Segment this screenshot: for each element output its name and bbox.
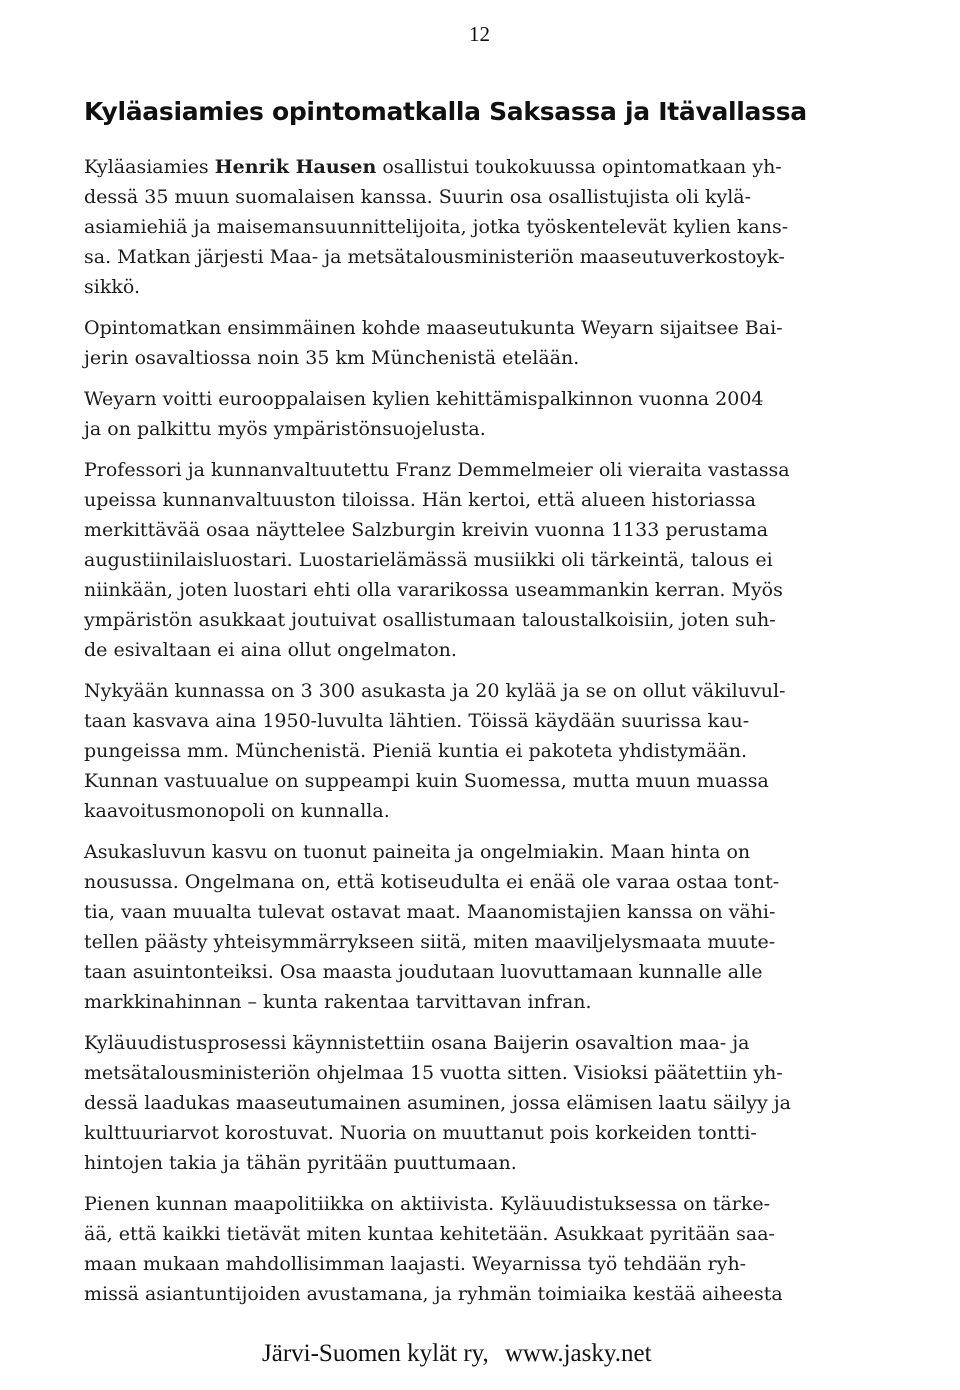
text-line: pungeissa mm. Münchenistä. Pieniä kuntia ei pakoteta yhdistymään.	[84, 740, 748, 762]
paragraph-land-prices	[84, 837, 880, 1017]
text-line: nousussa. Ongelmana on, että kotiseudulta ei enää ole varaa ostaa tont-	[84, 871, 780, 893]
text-line: tia, vaan muualta tulevat ostavat maat. Maanomistajien kanssa on vähi-	[84, 901, 776, 923]
text-line: de esivaltaan ei aina ollut ongelmaton.	[84, 639, 457, 661]
paragraph-renewal-process	[84, 1028, 880, 1178]
line-start: Kyläasiamies	[84, 156, 215, 178]
text-line: Opintomatkan ensimmäinen kohde maaseutukunta Weyarn sijaitsee Bai-	[84, 317, 783, 339]
person-name: Henrik Hausen	[214, 156, 377, 178]
text-line: Kunnan vastuualue on suppeampi kuin Suomessa, mutta muun muassa	[84, 770, 769, 792]
text-line: taan kasvava aina 1950-luvulta lähtien. Töissä käydään suurissa kau-	[84, 710, 750, 732]
text-line: markkinahinnan – kunta rakentaa tarvittavan infran.	[84, 991, 592, 1013]
text-line: jerin osavaltiossa noin 35 km Münchenistä etelään.	[84, 347, 580, 369]
text-line: metsätalousministeriön ohjelmaa 15 vuotta sitten. Visioksi päätettiin yh-	[84, 1062, 783, 1084]
paragraph-land-policy	[84, 1189, 880, 1309]
article-title: Kyläasiamies opintomatkalla Saksassa ja Itävallassa	[84, 97, 807, 126]
text-line: Professori ja kunnanvaltuutettu Franz Demmelmeier oli vieraita vastassa	[84, 459, 790, 481]
text-line: hintojen takia ja tähän pyritään puuttumaan.	[84, 1152, 517, 1174]
paragraph-intro	[84, 152, 880, 302]
text-line: asiamiehiä ja maisemansuunnittelijoita, jotka työskentelevät kylien kans-	[84, 216, 789, 238]
text-line: ää, että kaikki tietävät miten kuntaa kehitetään. Asukkaat pyritään saa-	[84, 1223, 775, 1245]
text-line: ja on palkittu myös ympäristönsuojelusta.	[84, 418, 486, 440]
footer-organization: Järvi-Suomen kylät ry,	[262, 1340, 489, 1367]
paragraph-first-destination	[84, 313, 880, 373]
text-line: kaavoitusmonopoli on kunnalla.	[84, 800, 390, 822]
text-line: augustiinilaisluostari. Luostarielämässä musiikki oli tärkeintä, talous ei	[84, 549, 773, 571]
paragraph-history	[84, 455, 880, 665]
text-line: merkittävää osaa näyttelee Salzburgin kreivin vuonna 1133 perustama	[84, 519, 769, 541]
text-line	[84, 152, 880, 182]
paragraph-award	[84, 384, 880, 444]
page-number: 12	[469, 22, 490, 46]
text-line: ympäristön asukkaat joutuivat osallistumaan taloustalkoisiin, joten suh-	[84, 609, 776, 631]
text-line: dessä 35 muun suomalaisen kanssa. Suurin osa osallistujista oli kylä-	[84, 186, 752, 208]
text-line: tellen päästy yhteisymmärrykseen siitä, miten maaviljelysmaata muute-	[84, 931, 776, 953]
page-footer	[262, 1340, 652, 1368]
text-line: Pienen kunnan maapolitiikka on aktiivista. Kyläuudistuksessa on tärke-	[84, 1193, 771, 1215]
text-line: upeissa kunnanvaltuuston tiloissa. Hän kertoi, että alueen historiassa	[84, 489, 756, 511]
article-body	[84, 152, 880, 1320]
footer-website-link[interactable]: www.jasky.net	[504, 1340, 652, 1367]
text-line: Nykyään kunnassa on 3 300 asukasta ja 20 kylää ja se on ollut väkiluvul-	[84, 680, 786, 702]
text-line: sikkö.	[84, 276, 140, 298]
text-line: kulttuuriarvot korostuvat. Nuoria on muuttanut pois korkeiden tontti-	[84, 1122, 757, 1144]
text-line: niinkään, joten luostari ehti olla vararikossa useammankin kerran. Myös	[84, 579, 783, 601]
text-line: sa. Matkan järjesti Maa- ja metsätalousministeriön maaseutuverkostoyk-	[84, 246, 785, 268]
paragraph-population	[84, 676, 880, 826]
text-line: dessä laadukas maaseutumainen asuminen, jossa elämisen laatu säilyy ja	[84, 1092, 792, 1114]
text-line: Kyläuudistusprosessi käynnistettiin osana Baijerin osavaltion maa- ja	[84, 1032, 750, 1054]
text-line: maan mukaan mahdollisimman laajasti. Weyarnissa työ tehdään ryh-	[84, 1253, 747, 1275]
text-line: Weyarn voitti eurooppalaisen kylien kehittämispalkinnon vuonna 2004	[84, 388, 764, 410]
text-line: Asukasluvun kasvu on tuonut paineita ja ongelmiakin. Maan hinta on	[84, 841, 751, 863]
text-line: taan asuintonteiksi. Osa maasta joudutaan luovuttamaan kunnalle alle	[84, 961, 763, 983]
line-rest: osallistui toukokuussa opintomatkaan yh-	[376, 156, 782, 178]
text-line: missä asiantuntijoiden avustamana, ja ryhmän toimiaika kestää aiheesta	[84, 1283, 783, 1305]
